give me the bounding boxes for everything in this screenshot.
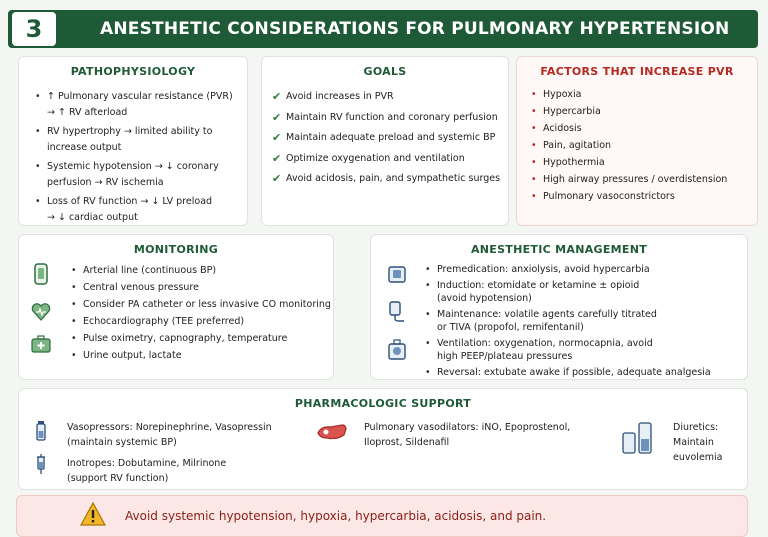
management-card (370, 234, 748, 380)
vial-icon (31, 419, 51, 441)
ventilator-icon (387, 339, 407, 361)
factors-title: FACTORS THAT INCREASE PVR (540, 65, 734, 78)
list-item: • Pulse oximetry, capnography, temperature (69, 331, 331, 347)
list-item: • Hypercarbia (529, 104, 755, 120)
list-item: • Central venous pressure (69, 280, 331, 296)
warning-icon (79, 501, 107, 527)
diuretics-text: Diuretics: Maintain euvolemia (673, 422, 723, 463)
factors-card (516, 56, 758, 226)
monitor-device-icon (31, 263, 51, 285)
inotropes-text: Inotropes: Dobutamine, Milrinone (support RV function) (67, 458, 227, 484)
factors-list (529, 87, 755, 205)
warning-text: Avoid systemic hypotension, hypoxia, hypercarbia, acidosis, and pain. (125, 509, 547, 523)
medical-kit-icon (31, 333, 51, 355)
list-item: ✔ Maintain adequate preload and systemic BP (272, 131, 496, 144)
list-item: ✔ Avoid acidosis, pain, and sympathetic surges (272, 172, 501, 185)
monitoring-card (18, 234, 334, 380)
list-item: • RV hypertrophy → limited ability to increase output (33, 124, 243, 155)
management-list (423, 263, 745, 379)
vasopressors-text: Vasopressors: Norepinephrine, Vasopressin (maintain systemic BP) (67, 422, 272, 448)
monitoring-list (69, 263, 331, 364)
list-item: • Consider PA catheter or less invasive CO monitoring (69, 297, 331, 313)
list-item: • Pain, agitation (529, 138, 755, 154)
check-icon: ✔ (272, 172, 282, 185)
list-item: • Pulmonary vasoconstrictors (529, 189, 755, 205)
list-item: • Reversal: extubate awake if possible, adequate analgesia (423, 366, 745, 380)
goals-title: GOALS (363, 65, 407, 78)
check-icon: ✔ (272, 90, 282, 103)
inhaler-icon (315, 421, 349, 443)
list-item: • Systemic hypotension → ↓ coronary perfusion → RV ischemia (33, 159, 243, 190)
management-title: ANESTHETIC MANAGEMENT (470, 243, 648, 256)
goals-list (272, 89, 504, 187)
pathophysiology-list (33, 89, 243, 225)
anesthesia-machine-icon (387, 263, 407, 285)
list-item: • ↑ Pulmonary vascular resistance (PVR) → ↑ RV afterload (33, 89, 243, 120)
syringe-icon (31, 453, 51, 475)
check-icon: ✔ (272, 151, 282, 165)
list-item: • Loss of RV function → ↓ LV preload → ↓ cardiac output (33, 194, 243, 225)
page-title: ANESTHETIC CONSIDERATIONS FOR PULMONARY HYPERTENSION (100, 19, 730, 39)
list-item: • Ventilation: oxygenation, normocapnia, avoid high PEEP/plateau pressures (423, 337, 745, 364)
iv-bag-icon (387, 301, 407, 323)
goals-card (261, 56, 509, 226)
list-item: ✔ Maintain RV function and coronary perfusion (272, 110, 498, 124)
check-icon: ✔ (272, 110, 282, 124)
list-item: • Acidosis (529, 121, 755, 137)
check-icon: ✔ (272, 131, 282, 144)
monitoring-title: MONITORING (133, 243, 219, 256)
list-item: • Maintenance: volatile agents carefully titrated or TIVA (propofol, remifentanil) (423, 308, 745, 335)
list-item: • Echocardiography (TEE preferred) (69, 314, 331, 330)
list-item: • Induction: etomidate or ketamine ± opioid (avoid hypotension) (423, 279, 745, 306)
list-item: • Premedication: anxiolysis, avoid hypercarbia (423, 263, 745, 277)
pharmacologic-card (18, 388, 748, 490)
list-item: • High airway pressures / overdistension (529, 172, 755, 188)
warning-banner (16, 495, 748, 537)
list-item: • Hypothermia (529, 155, 755, 171)
section-number: 3 (12, 12, 56, 46)
heart-monitor-icon (31, 301, 51, 323)
pathophysiology-card (18, 56, 248, 226)
list-item: • Urine output, lactate (69, 348, 331, 364)
list-item: • Arterial line (continuous BP) (69, 263, 331, 279)
header-bar (8, 10, 758, 48)
vasodilators-text: Pulmonary vasodilators: iNO, Epoprostenol, Iloprost, Sildenafil (364, 422, 571, 448)
pharmacologic-title: PHARMACOLOGIC SUPPORT (294, 397, 472, 410)
list-item: • Hypoxia (529, 87, 755, 103)
list-item: ✔ Optimize oxygenation and ventilation (272, 151, 465, 165)
pathophysiology-title: PATHOPHYSIOLOGY (70, 65, 196, 78)
list-item: ✔ Avoid increases in PVR (272, 90, 394, 103)
diuretic-bottles-icon (621, 419, 655, 455)
